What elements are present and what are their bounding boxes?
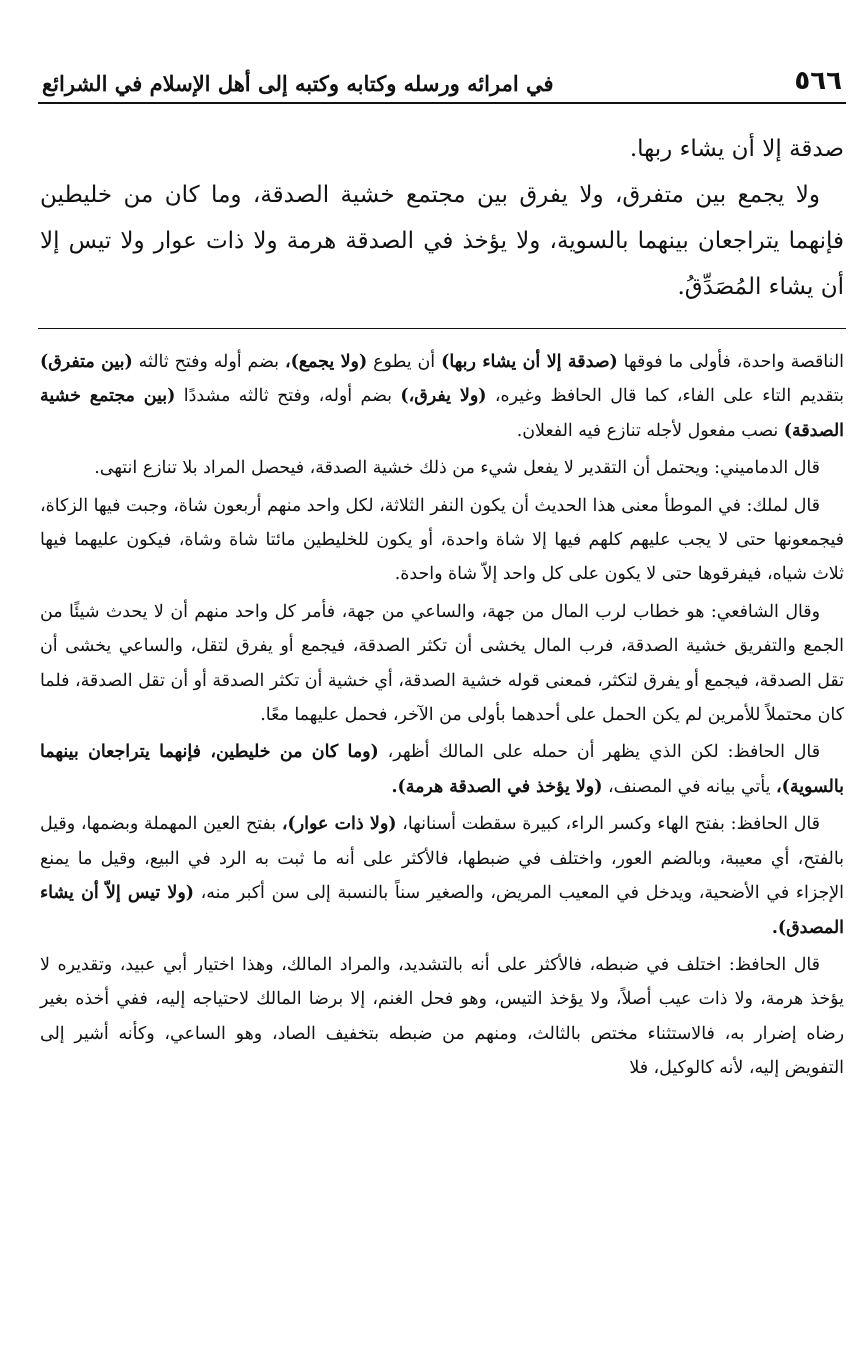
commentary-paragraph-6 bbox=[40, 807, 844, 945]
bold-quote: (ولا ذات عوار)، bbox=[281, 814, 397, 835]
bold-quote: (صدقة إلا أن يشاء ربها) bbox=[441, 352, 618, 372]
text-run: بضم أوله وفتح ثالثه bbox=[132, 352, 285, 372]
commentary-paragraph-1 bbox=[40, 345, 844, 448]
text-run: قال الحافظ: لكن الذي يظهر أن حمله على المالك أظهر، bbox=[378, 742, 821, 763]
commentary-paragraph-7: قال الحافظ: اختلف في ضبطه، فالأكثر على أنه بالتشديد، والمراد المالك، وهذا اختيار أبي عبيد، وتقديره لا يؤخذ هرمة، ولا ذات عيب أصلاً، ولا يؤخذ التيس، وهو فحل الغنم، إلا برضا المالك لاحتياجه إليه، ففي أخذه بغير رضاه إضرار به، فالاستثناء مختص بالثالث، ومنهم من ضبطه بتخفيف الصاد، وهو الساعي، وكأنه أشير إلى التفويض إليه، لأنه كالوكيل، فلا bbox=[40, 954, 844, 1079]
bold-quote: (بين متفرق) bbox=[40, 352, 133, 372]
bold-quote: (ولا يجمع)، bbox=[284, 352, 368, 372]
hadith-line-1: صدقة إلا أن يشاء ربها. bbox=[629, 136, 844, 162]
bold-quote: (ولا تيس إلاّ أن يشاء المصدق). bbox=[40, 883, 844, 938]
text-run: نصب مفعول لأجله تنازع فيه الفعلان. bbox=[516, 420, 784, 441]
commentary-paragraph-4: وقال الشافعي: هو خطاب لرب المال من جهة، والساعي من جهة، فأمر كل واحد منهم أن لا يحدث شيئًا من الجمع والتفريق خشية الصدقة، فرب المال يخشى أن تكثر الصدقة، فيجمع أو يفرق لتقل، والساعي يخشى أن تقل الصدقة، فيجمع أو يفرق لتكثر، فمعنى قوله خشية الصدقة، أي خشية أن تكثر الصدقة أو أن تقل الصدقة، فلما كان محتملاً للأمرين لم يكن الحمل على أحدهما بأولى من الآخر، فحمل عليهما معًا. bbox=[40, 601, 844, 726]
hadith-text bbox=[38, 126, 846, 310]
text-run: بضم أوله، وفتح ثالثه مشددًا bbox=[175, 386, 401, 407]
bold-quote: (ولا يؤخذ في الصدقة هرمة). bbox=[391, 776, 603, 797]
text-run: بتقديم التاء على الفاء، كما قال الحافظ وغيره، bbox=[486, 386, 844, 407]
bold-quote: (وما كان من خليطين، فإنهما يتراجعان بينهما بالسوية)، bbox=[40, 742, 844, 797]
bold-quote: (بين مجتمع خشية الصدقة) bbox=[40, 386, 844, 441]
text-run: أن يطوع bbox=[367, 352, 442, 372]
text-run: الناقصة واحدة، فأولى ما فوقها bbox=[617, 352, 844, 372]
book-page bbox=[38, 56, 846, 1089]
text-run: بفتح العين المهملة وبضمها، وقيل بالفتح، أي معيبة، وبالضم العور، واختلف في ضبطها، فالأكثر على أنه ما ثبت به الرد في البيع، وقيل ما يمنع الإجزاء في الأضحية، ويدخل في المعيب المريض، والصغير سناً بالنسبة إلى سن أكبر منه، bbox=[40, 814, 844, 904]
text-run: قال الحافظ: بفتح الهاء وكسر الراء، كبيرة سقطت أسنانها، bbox=[396, 814, 820, 835]
running-title: في امرائه ورسله وكتابه وكتبه إلى أهل الإسلام في الشرائع bbox=[42, 71, 554, 96]
page-number: ٥٦٦ bbox=[794, 66, 842, 96]
commentary-paragraph-5 bbox=[40, 735, 844, 804]
commentary-text bbox=[38, 345, 846, 1086]
bold-quote: (ولا يفرق،) bbox=[400, 386, 487, 407]
page-header bbox=[38, 56, 846, 104]
hadith-paragraph-2: ولا يجمع بين متفرق، ولا يفرق بين مجتمع خشية الصدقة، وما كان من خليطين فإنهما يتراجعان بينهما بالسوية، ولا يؤخذ في الصدقة هرمة ولا ذات عوار ولا تيس إلا أن يشاء المُصَدِّقُ. bbox=[40, 182, 844, 300]
section-divider bbox=[38, 328, 846, 329]
commentary-paragraph-3: قال لملك: في الموطأ معنى هذا الحديث أن يكون النفر الثلاثة، لكل واحد منهم أربعون شاة، وجبت فيها الزكاة، فيجمعونها حتى لا يجب عليهم كلهم فيها إلا شاة واحدة، أو يكون للخليطين مائتا شاة وشاة، فيكون عليهما فيها ثلاث شياه، فيفرقوها حتى لا يكون على كل واحد إلاّ شاة واحدة. bbox=[40, 495, 844, 585]
text-run: يأتي بيانه في المصنف، bbox=[602, 776, 777, 797]
commentary-paragraph-2: قال الدماميني: ويحتمل أن التقدير لا يفعل شيء من ذلك خشية الصدقة، فيحصل المراد بلا تنازع انتهى. bbox=[94, 458, 820, 479]
